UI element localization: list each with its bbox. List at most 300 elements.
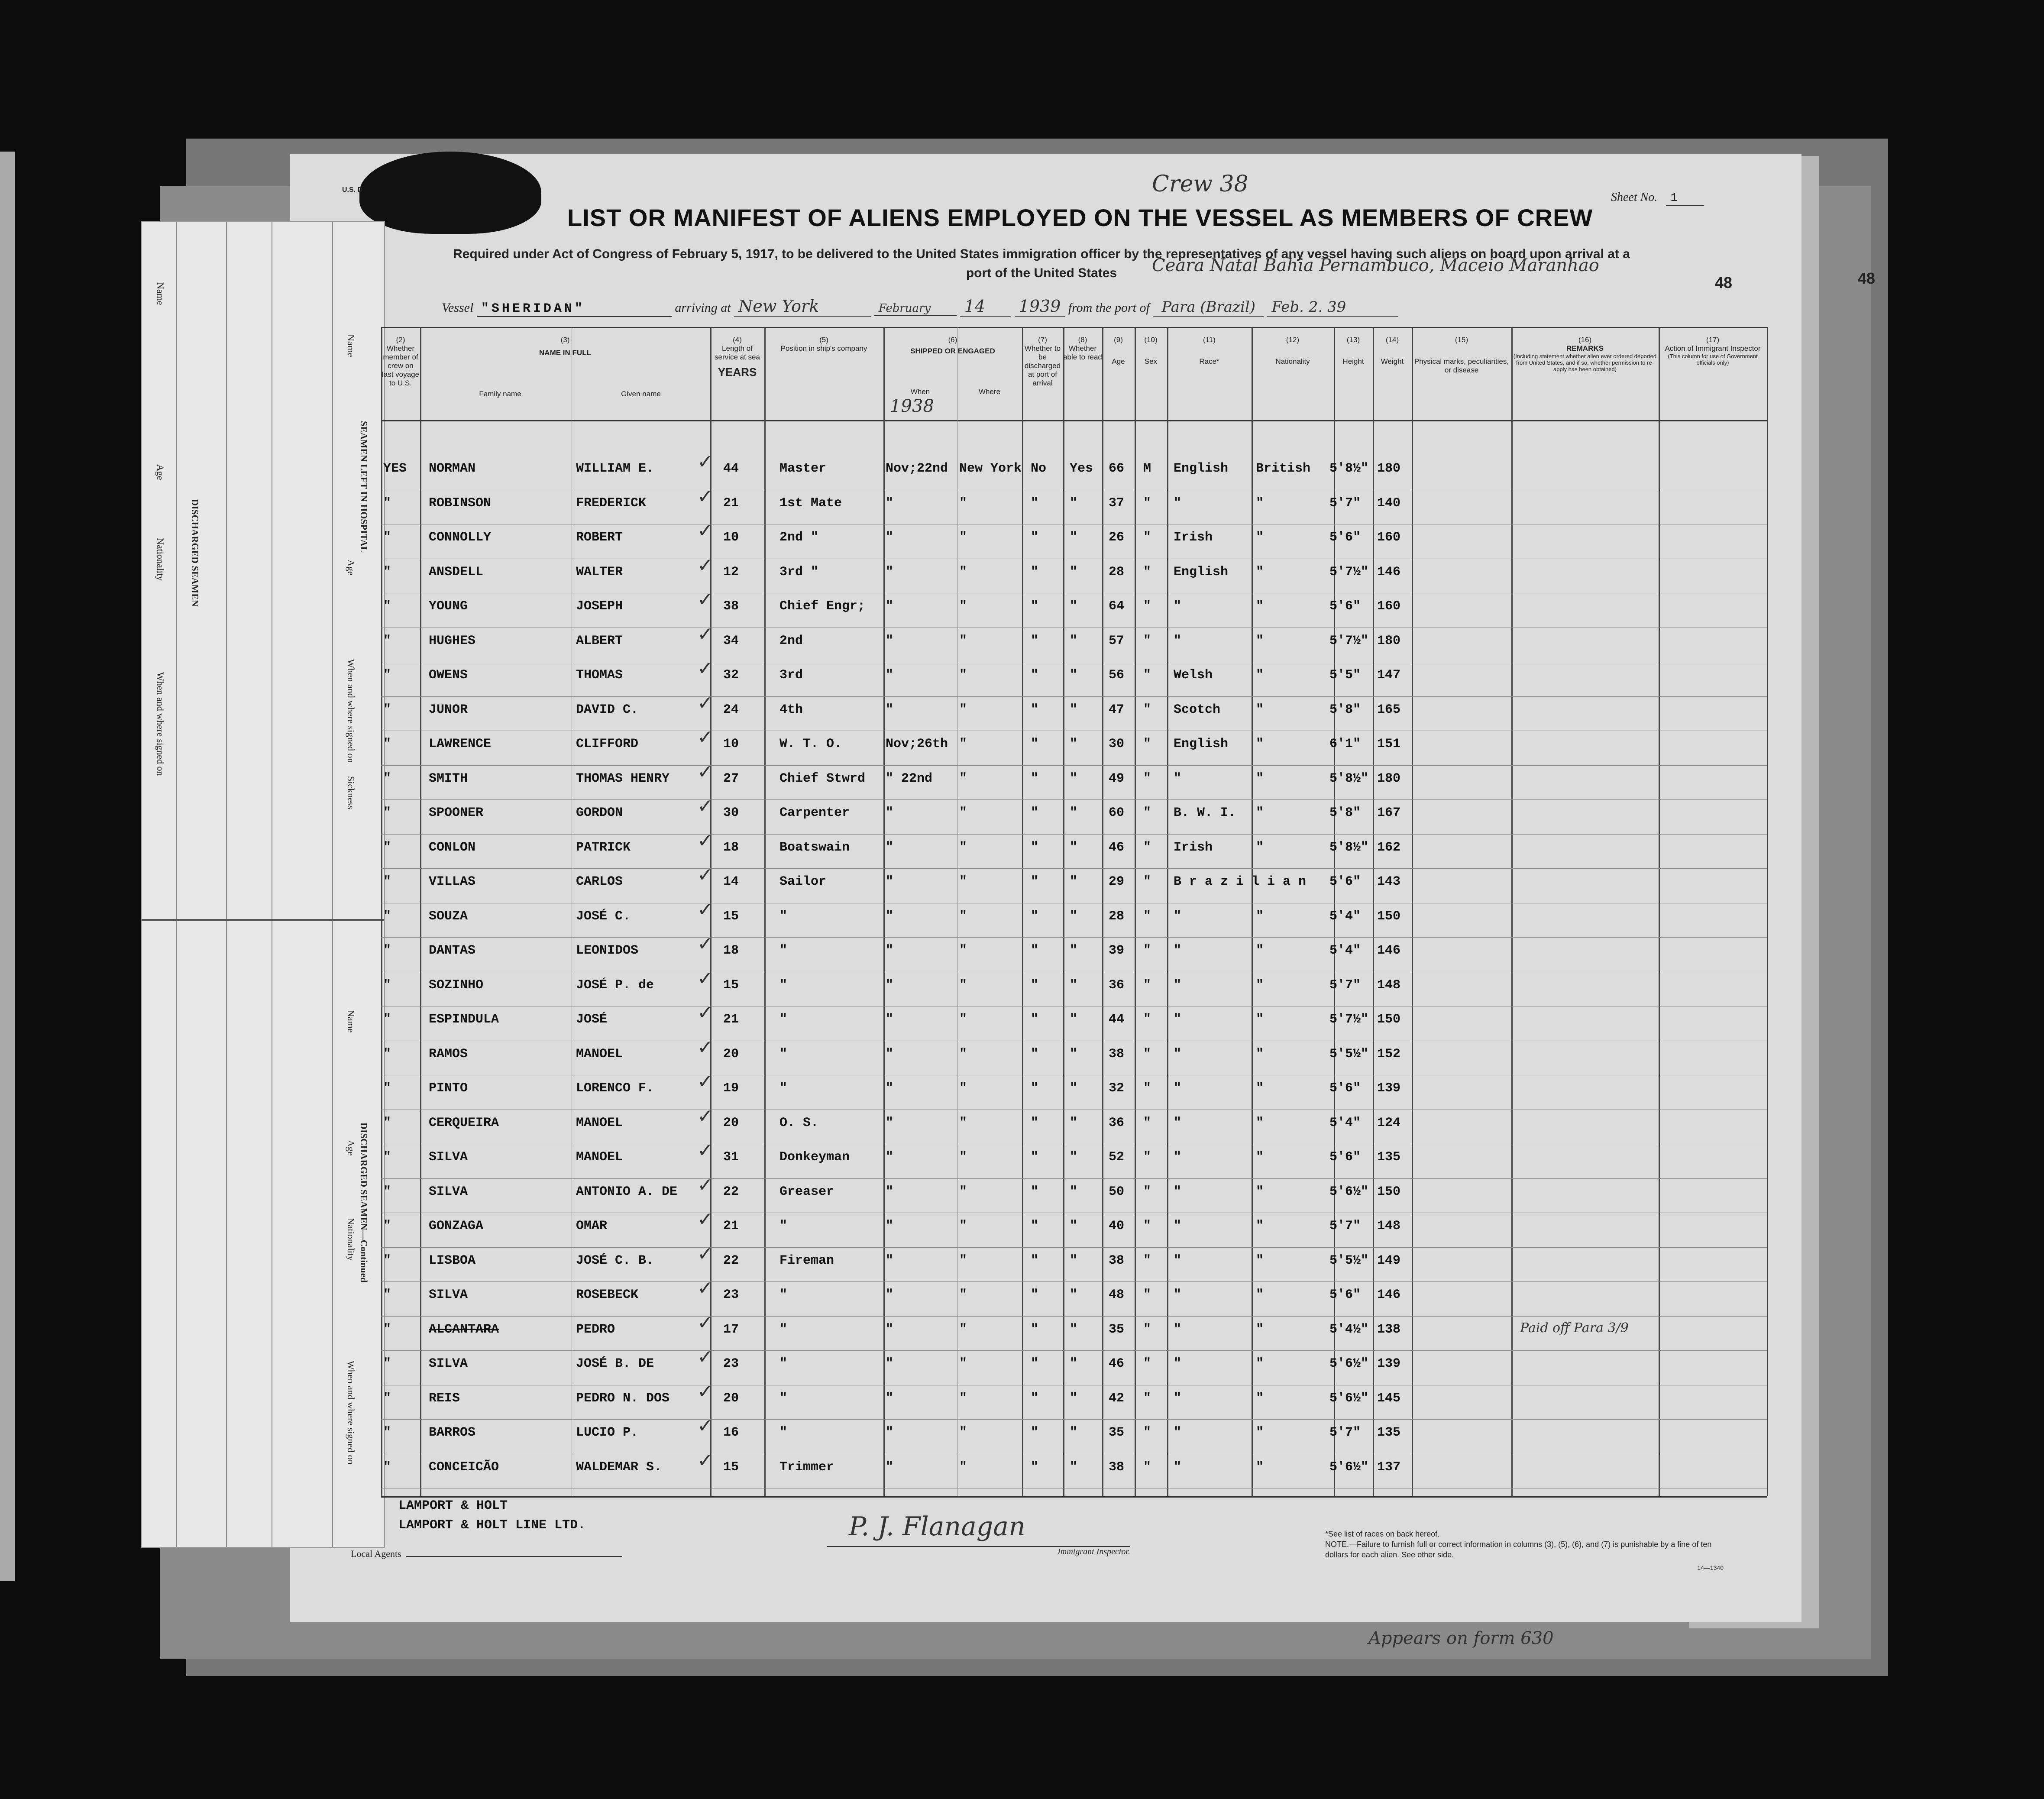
- seal-stamp: [359, 152, 541, 234]
- col-nationality: ": [1256, 1391, 1264, 1406]
- check-mark-icon: ✓: [697, 1071, 713, 1093]
- table-row: [381, 726, 1767, 767]
- col-prev-voyage: ": [383, 1391, 391, 1406]
- col-shipped-where: ": [959, 737, 967, 751]
- col-discharged: ": [1031, 909, 1039, 924]
- row-rule: [381, 1316, 1767, 1317]
- col-years-service: 10: [723, 530, 739, 545]
- col-sex: ": [1143, 564, 1151, 579]
- adjacent-page-edge: [0, 152, 15, 1581]
- col-given-name: GORDON: [576, 806, 623, 820]
- col-height: 5'8½": [1329, 461, 1369, 476]
- col-position: ": [779, 1356, 788, 1371]
- col-prev-voyage: ": [383, 1288, 391, 1302]
- col-age: 44: [1109, 1012, 1125, 1027]
- bottom-annotation: Appears on form 630: [1368, 1628, 1554, 1648]
- col-able-read: ": [1070, 943, 1078, 958]
- col-prev-voyage: ": [383, 1356, 391, 1371]
- col-family-name: ESPINDULA: [429, 1012, 499, 1027]
- table-row: [381, 1415, 1767, 1456]
- col-position: ": [779, 1219, 788, 1233]
- col-able-read: ": [1070, 1391, 1078, 1406]
- col-family-name: LAWRENCE: [429, 737, 492, 751]
- col-divider: [1767, 327, 1768, 1496]
- col-nationality: ": [1256, 943, 1264, 958]
- col-position: ": [779, 1081, 788, 1096]
- col-prev-voyage: ": [383, 909, 391, 924]
- header-col-8: [1063, 336, 1102, 362]
- col-age: 37: [1109, 495, 1125, 511]
- col-weight: 147: [1377, 668, 1401, 683]
- col-given-name: ROSEBECK: [576, 1288, 639, 1302]
- col-shipped-where: ": [959, 530, 967, 545]
- col-nationality: ": [1256, 702, 1264, 717]
- col-weight: 150: [1377, 1012, 1401, 1027]
- header-where: Where: [978, 388, 1001, 396]
- vessel-label: Vessel: [442, 301, 474, 315]
- col-sex: ": [1143, 1391, 1151, 1406]
- col-able-read: ": [1070, 599, 1078, 614]
- col-given-name: JOSÉ C. B.: [576, 1253, 654, 1268]
- strip-label-signed-on-3: When and where signed on: [346, 1361, 356, 1465]
- col-discharged: ": [1031, 840, 1039, 855]
- col-family-name: CONLON: [429, 840, 476, 855]
- check-mark-icon: ✓: [697, 1174, 713, 1196]
- col-given-name: DAVID C.: [576, 702, 639, 717]
- col-shipped-when: ": [886, 909, 894, 924]
- col-age: 48: [1109, 1288, 1125, 1302]
- footer-agent-line-1: LAMPORT & HOLT: [398, 1498, 508, 1513]
- col-shipped-when: ": [886, 1046, 894, 1061]
- col-weight: 143: [1377, 874, 1401, 889]
- col-nationality: ": [1256, 771, 1264, 786]
- header-num: (14): [1385, 336, 1399, 344]
- col-able-read: ": [1070, 702, 1078, 717]
- col-able-read: ": [1070, 1288, 1078, 1302]
- col-shipped-where: ": [959, 1115, 967, 1130]
- check-mark-icon: ✓: [697, 1242, 713, 1265]
- check-mark-icon: ✓: [697, 485, 713, 508]
- col-age: 35: [1109, 1322, 1125, 1337]
- check-mark-icon: ✓: [697, 589, 713, 611]
- col-position: Boatswain: [779, 840, 850, 855]
- page-number-right: 48: [1858, 269, 1876, 287]
- col-family-name: OWENS: [429, 668, 468, 683]
- col-height: 5'6½": [1329, 1356, 1369, 1371]
- col-shipped-where: ": [959, 1425, 967, 1440]
- col-able-read: ": [1070, 668, 1078, 683]
- col-given-name: FREDERICK: [576, 495, 647, 511]
- col-nationality: ": [1256, 1184, 1264, 1199]
- strip-label-name-2: Name: [346, 334, 356, 357]
- row-rule: [381, 868, 1767, 869]
- page-title: LIST OR MANIFEST OF ALIENS EMPLOYED ON THE VESSEL AS MEMBERS OF CREW: [567, 204, 1593, 231]
- col-given-name: PEDRO N. DOS: [576, 1391, 670, 1406]
- col-given-name: CLIFFORD: [576, 737, 639, 751]
- col-given-name: MANOEL: [576, 1046, 623, 1061]
- col-weight: 150: [1377, 909, 1401, 924]
- col-race: ": [1174, 909, 1182, 924]
- col-race: ": [1174, 1322, 1182, 1337]
- col-shipped-when: ": [886, 840, 894, 855]
- shipped-year: 1938: [890, 396, 934, 416]
- col-age: 38: [1109, 1253, 1125, 1268]
- col-sex: ": [1143, 806, 1151, 820]
- col-race: English: [1174, 737, 1229, 751]
- table-row: [381, 1208, 1767, 1249]
- row-rule: [381, 696, 1767, 697]
- col-prev-voyage: ": [383, 702, 391, 717]
- handwritten-crew-count: Crew 38: [1152, 171, 1248, 197]
- col-age: 26: [1109, 530, 1125, 545]
- arrival-month: February: [874, 302, 957, 316]
- arriving-label: arriving at: [675, 301, 731, 315]
- footer-agent-line-2: LAMPORT & HOLT LINE LTD.: [398, 1518, 586, 1533]
- col-able-read: ": [1070, 1356, 1078, 1371]
- check-mark-icon: ✓: [697, 554, 713, 576]
- col-age: 64: [1109, 599, 1125, 614]
- col-height: 5'8": [1329, 702, 1361, 717]
- col-nationality: ": [1256, 668, 1264, 683]
- col-age: 47: [1109, 702, 1125, 717]
- strip-title-discharged: DISCHARGED SEAMEN: [190, 499, 201, 607]
- col-years-service: 27: [723, 771, 739, 786]
- crew-table: [381, 327, 1767, 1496]
- col-prev-voyage: ": [383, 1150, 391, 1165]
- col-height: 5'7½": [1329, 564, 1369, 579]
- col-sex: ": [1143, 1046, 1151, 1061]
- col-shipped-when: ": [886, 530, 894, 545]
- col-height: 5'4½": [1329, 1322, 1369, 1337]
- check-mark-icon: ✓: [697, 692, 713, 714]
- col-height: 5'7½": [1329, 633, 1369, 648]
- col-age: 52: [1109, 1150, 1125, 1165]
- col-shipped-where: ": [959, 1081, 967, 1096]
- col-shipped-where: ": [959, 1391, 967, 1406]
- col-family-name: RAMOS: [429, 1046, 468, 1061]
- check-mark-icon: ✓: [697, 967, 713, 990]
- col-height: 5'6": [1329, 1288, 1361, 1302]
- col-given-name: PEDRO: [576, 1322, 615, 1337]
- check-mark-icon: ✓: [697, 795, 713, 817]
- sheet-number-value: 1: [1666, 191, 1704, 206]
- header-label: Height: [1342, 357, 1364, 366]
- col-years-service: 38: [723, 599, 739, 614]
- col-family-name: SILVA: [429, 1150, 468, 1165]
- col-age: 50: [1109, 1184, 1125, 1199]
- col-weight: 139: [1377, 1356, 1401, 1371]
- col-height: 5'5½": [1329, 1046, 1369, 1061]
- col-weight: 167: [1377, 806, 1401, 820]
- header-num: (9): [1114, 336, 1123, 344]
- col-height: 5'6": [1329, 874, 1361, 889]
- table-row: [381, 451, 1767, 492]
- row-rule: [381, 1247, 1767, 1248]
- col-race: B r a z i l i a n: [1174, 874, 1307, 889]
- col-able-read: ": [1070, 909, 1078, 924]
- col-discharged: ": [1031, 1184, 1039, 1199]
- col-shipped-where: ": [959, 495, 967, 511]
- col-height: 5'6": [1329, 599, 1361, 614]
- col-years-service: 34: [723, 633, 739, 648]
- col-years-service: 10: [723, 737, 739, 751]
- col-race: ": [1174, 943, 1182, 958]
- col-prev-voyage: ": [383, 737, 391, 751]
- col-position: 3rd ": [779, 564, 819, 579]
- check-mark-icon: ✓: [697, 1139, 713, 1162]
- col-race: ": [1174, 1391, 1182, 1406]
- col-nationality: ": [1256, 977, 1264, 993]
- col-race: ": [1174, 977, 1182, 993]
- col-able-read: Yes: [1070, 461, 1093, 476]
- table-row: [381, 554, 1767, 595]
- col-nationality: ": [1256, 909, 1264, 924]
- col-discharged: ": [1031, 1425, 1039, 1440]
- check-mark-icon: ✓: [697, 898, 713, 921]
- col-nationality: ": [1256, 1253, 1264, 1268]
- col-discharged: ": [1031, 1288, 1039, 1302]
- table-row: [381, 692, 1767, 733]
- col-years-service: 21: [723, 1012, 739, 1027]
- col-position: 3rd: [779, 668, 803, 683]
- col-shipped-when: ": [886, 1150, 894, 1165]
- check-mark-icon: ✓: [697, 1208, 713, 1230]
- row-rule: [381, 937, 1767, 938]
- row-rule: [381, 1281, 1767, 1282]
- col-family-name: CERQUEIRA: [429, 1115, 499, 1130]
- col-years-service: 18: [723, 840, 739, 855]
- col-discharged: ": [1031, 1391, 1039, 1406]
- col-age: 57: [1109, 633, 1125, 648]
- col-able-read: ": [1070, 977, 1078, 993]
- table-row: [381, 589, 1767, 629]
- col-height: 5'7½": [1329, 1012, 1369, 1027]
- col-position: Fireman: [779, 1253, 834, 1268]
- col-given-name: OMAR: [576, 1219, 608, 1233]
- header-num: (13): [1346, 336, 1360, 344]
- col-age: 39: [1109, 943, 1125, 958]
- col-position: 1st Mate: [779, 495, 842, 511]
- check-mark-icon: ✓: [697, 760, 713, 783]
- col-age: 38: [1109, 1459, 1125, 1475]
- col-position: 4th: [779, 702, 803, 717]
- header-label: Age: [1112, 357, 1125, 366]
- col-able-read: ": [1070, 1046, 1078, 1061]
- col-sex: ": [1143, 909, 1151, 924]
- col-age: 42: [1109, 1391, 1125, 1406]
- header-col-7: [1022, 336, 1063, 388]
- col-shipped-where: ": [959, 771, 967, 786]
- col-shipped-where: ": [959, 1219, 967, 1233]
- row-rule: [381, 1419, 1767, 1420]
- header-num: (16): [1578, 336, 1592, 344]
- col-height: 5'6½": [1329, 1391, 1369, 1406]
- header-num: (10): [1144, 336, 1158, 344]
- col-sex: ": [1143, 840, 1151, 855]
- col-shipped-when: ": [886, 1459, 894, 1475]
- header-unit: YEARS: [718, 366, 757, 379]
- col-age: 36: [1109, 977, 1125, 993]
- col-years-service: 15: [723, 1459, 739, 1475]
- col-age: 46: [1109, 840, 1125, 855]
- header-col-6: [883, 336, 1022, 356]
- col-given-name: LUCIO P.: [576, 1425, 639, 1440]
- col-prev-voyage: ": [383, 1459, 391, 1475]
- col-able-read: ": [1070, 1081, 1078, 1096]
- header-num: (12): [1286, 336, 1300, 344]
- col-discharged: ": [1031, 530, 1039, 545]
- col-weight: 160: [1377, 599, 1401, 614]
- header-label: Race*: [1199, 357, 1219, 366]
- col-years-service: 12: [723, 564, 739, 579]
- table-row: [381, 829, 1767, 870]
- strip-label-signed-on-2: When and where signed on: [346, 659, 356, 763]
- col-sex: ": [1143, 599, 1151, 614]
- col-position: ": [779, 1046, 788, 1061]
- table-row: [381, 1002, 1767, 1042]
- vessel-name: "SHERIDAN": [477, 301, 672, 317]
- check-mark-icon: ✓: [697, 623, 713, 645]
- col-position: ": [779, 977, 788, 993]
- col-shipped-when: Nov;26th: [886, 737, 948, 751]
- col-shipped-when: ": [886, 495, 894, 511]
- col-given-name: JOSEPH: [576, 599, 623, 614]
- col-race: ": [1174, 599, 1182, 614]
- col-years-service: 19: [723, 1081, 739, 1096]
- col-discharged: ": [1031, 1150, 1039, 1165]
- table-row: [381, 1380, 1767, 1421]
- table-row: [381, 967, 1767, 1008]
- header-family-name: Family name: [479, 390, 521, 398]
- row-remark: Paid off Para 3/9: [1520, 1320, 1629, 1336]
- col-discharged: ": [1031, 737, 1039, 751]
- header-col-13: [1334, 336, 1373, 366]
- col-position: ": [779, 1012, 788, 1027]
- col-weight: 180: [1377, 771, 1401, 786]
- header-label: Whether able to read: [1063, 344, 1102, 361]
- col-race: ": [1174, 1115, 1182, 1130]
- col-race: ": [1174, 1356, 1182, 1371]
- subtitle-line-1: Required under Act of Congress of February 5, 1917, to be delivered to the United States immigration officer by the representatives of any vessel having such aliens on board upon arrival at a: [453, 247, 1630, 261]
- col-prev-voyage: ": [383, 874, 391, 889]
- col-discharged: ": [1031, 1356, 1039, 1371]
- col-family-name: SPOONER: [429, 806, 484, 820]
- col-weight: 150: [1377, 1184, 1401, 1199]
- col-height: 5'4": [1329, 943, 1361, 958]
- col-given-name: WALDEMAR S.: [576, 1459, 662, 1475]
- col-discharged: ": [1031, 1459, 1039, 1475]
- col-able-read: ": [1070, 737, 1078, 751]
- col-weight: 140: [1377, 495, 1401, 511]
- col-shipped-when: ": [886, 1081, 894, 1096]
- col-height: 5'4": [1329, 909, 1361, 924]
- col-able-read: ": [1070, 1322, 1078, 1337]
- col-race: ": [1174, 771, 1182, 786]
- col-discharged: No: [1031, 461, 1047, 476]
- col-years-service: 14: [723, 874, 739, 889]
- col-given-name: ANTONIO A. DE: [576, 1184, 678, 1199]
- check-mark-icon: ✓: [697, 520, 713, 542]
- col-sex: ": [1143, 771, 1151, 786]
- col-years-service: 22: [723, 1253, 739, 1268]
- col-shipped-when: ": [886, 702, 894, 717]
- row-rule: [381, 1350, 1767, 1351]
- col-family-name: REIS: [429, 1391, 460, 1406]
- col-family-name: NORMAN: [429, 461, 476, 476]
- col-prev-voyage: ": [383, 840, 391, 855]
- header-col-9: [1102, 336, 1135, 366]
- table-row: [381, 623, 1767, 664]
- header-label: Action of Immigrant Inspector: [1665, 344, 1761, 353]
- col-shipped-when: ": [886, 599, 894, 614]
- col-shipped-when: ": [886, 668, 894, 683]
- col-years-service: 23: [723, 1356, 739, 1371]
- col-discharged: ": [1031, 495, 1039, 511]
- col-age: 36: [1109, 1115, 1125, 1130]
- check-mark-icon: ✓: [697, 864, 713, 886]
- col-family-name: SILVA: [429, 1356, 468, 1371]
- col-nationality: ": [1256, 1322, 1264, 1337]
- col-family-name: LISBOA: [429, 1253, 476, 1268]
- col-family-name: YOUNG: [429, 599, 468, 614]
- col-nationality: British: [1256, 461, 1311, 476]
- footnote-note: NOTE.—Failure to furnish full or correct information in columns (3), (5), (6), and (7) is punishable by a fine of ten dollars for each alien. See other side.: [1325, 1540, 1712, 1559]
- col-race: ": [1174, 1253, 1182, 1268]
- strip-divider: [332, 222, 333, 1547]
- table-row: [381, 1449, 1767, 1490]
- header-label: Whether to be discharged at port of arrival: [1024, 344, 1061, 387]
- row-rule: [381, 765, 1767, 766]
- col-prev-voyage: ": [383, 977, 391, 993]
- from-port: Para (Brazil): [1153, 298, 1264, 317]
- header-num: (8): [1078, 336, 1087, 344]
- col-weight: 149: [1377, 1253, 1401, 1268]
- col-shipped-where: ": [959, 564, 967, 579]
- col-shipped-when: ": [886, 943, 894, 958]
- strip-title-hospital: SEAMEN LEFT IN HOSPITAL: [359, 421, 369, 553]
- col-weight: 152: [1377, 1046, 1401, 1061]
- col-height: 5'7": [1329, 1425, 1361, 1440]
- col-able-read: ": [1070, 1150, 1078, 1165]
- col-height: 5'4": [1329, 1115, 1361, 1130]
- col-shipped-when: ": [886, 1391, 894, 1406]
- col-age: 29: [1109, 874, 1125, 889]
- footnote-races: *See list of races on back hereof.: [1325, 1530, 1440, 1538]
- col-weight: 151: [1377, 737, 1401, 751]
- col-weight: 135: [1377, 1150, 1401, 1165]
- col-able-read: ": [1070, 1219, 1078, 1233]
- check-mark-icon: ✓: [697, 1449, 713, 1472]
- col-family-name: JUNOR: [429, 702, 468, 717]
- agency-mark: U.S. D: [342, 186, 363, 194]
- col-years-service: 31: [723, 1150, 739, 1165]
- col-prev-voyage: ": [383, 495, 391, 511]
- col-weight: 135: [1377, 1425, 1401, 1440]
- row-rule: [381, 1178, 1767, 1179]
- col-age: 49: [1109, 771, 1125, 786]
- row-rule: [381, 834, 1767, 835]
- header-label: REMARKS: [1566, 344, 1604, 353]
- table-row: [381, 1071, 1767, 1111]
- col-sex: ": [1143, 737, 1151, 751]
- check-mark-icon: ✓: [697, 451, 713, 473]
- col-height: 5'8½": [1329, 840, 1369, 855]
- col-sex: ": [1143, 1184, 1151, 1199]
- col-sex: ": [1143, 1150, 1151, 1165]
- col-sex: ": [1143, 530, 1151, 545]
- local-agents-line: [406, 1556, 622, 1557]
- arriving-port: New York: [734, 297, 871, 317]
